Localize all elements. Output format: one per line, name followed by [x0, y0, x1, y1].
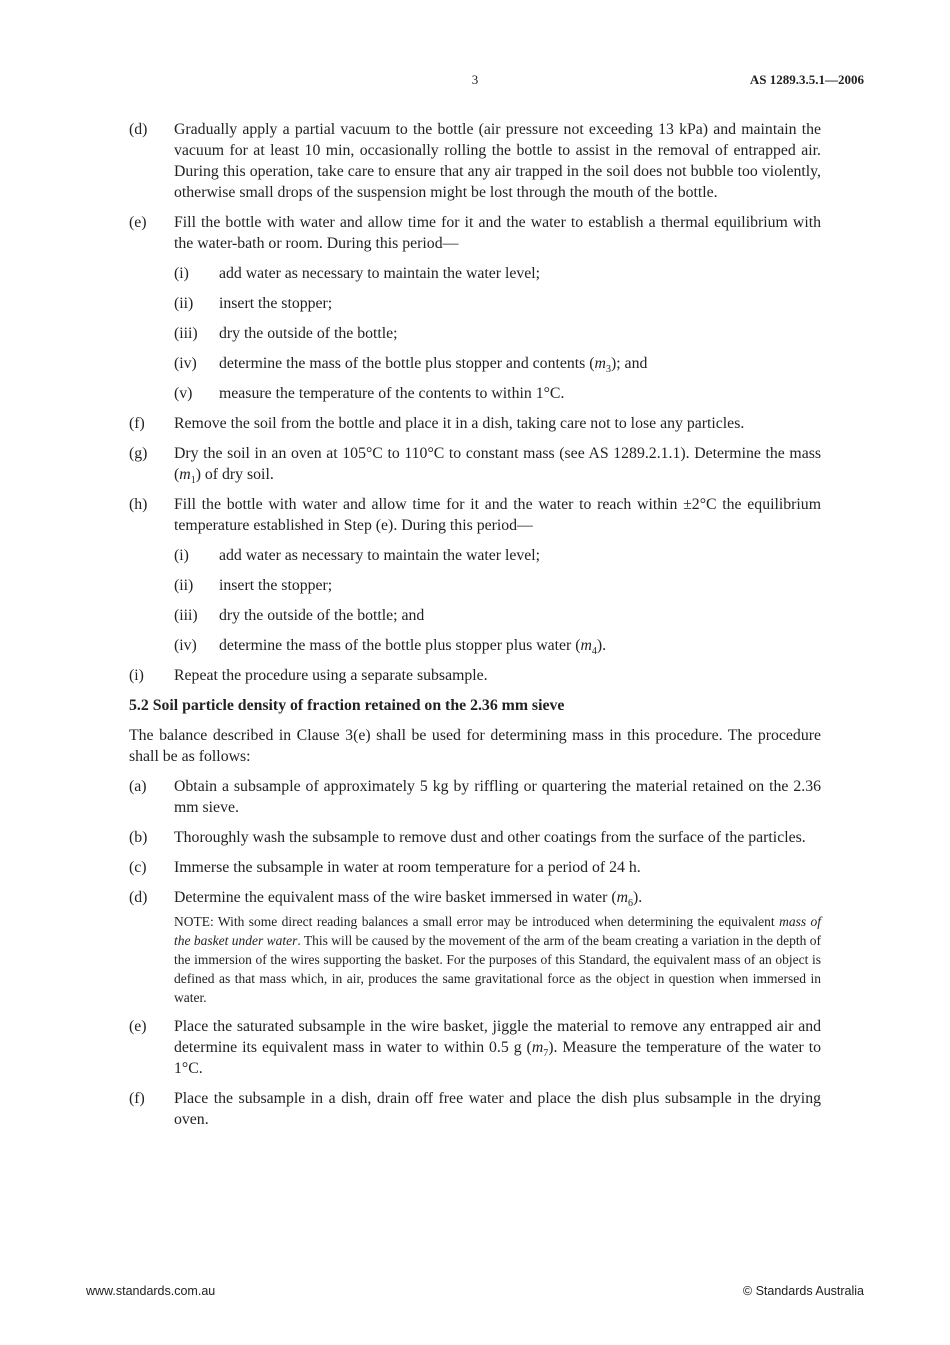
substep-label: (ii) — [174, 295, 194, 312]
substep-text: add water as necessary to maintain the water level; — [219, 547, 541, 564]
substep-label: (iii) — [174, 325, 198, 342]
substep-text: insert the stopper; — [219, 577, 333, 594]
step-label: (c) — [129, 859, 147, 876]
substep-label: (iv) — [174, 637, 197, 654]
step-e-basket — [129, 1016, 821, 1079]
step-i — [129, 665, 821, 686]
step-label: (e) — [129, 1018, 147, 1035]
section-intro: The balance described in Clause 3(e) shall be used for determining mass in this procedure. The procedure shall be as follows: — [129, 727, 821, 765]
document-id: AS 1289.3.5.1—2006 — [749, 72, 864, 87]
step-text: Place the saturated subsample in the wire basket, jiggle the material to remove any entrapped air and determine its equivalent mass in water to within 0.5 g $(m_7)$. Measure the temperature of the water to 1°C. — [174, 1018, 821, 1077]
substep — [174, 323, 821, 344]
copyright-notice: © Standards Australia — [742, 1284, 864, 1298]
step-f-oven — [129, 1088, 821, 1130]
step-d — [129, 119, 821, 203]
page-content — [129, 119, 821, 1139]
step-label: (f) — [129, 1090, 145, 1107]
substep — [174, 545, 821, 566]
step-label: (g) — [129, 445, 148, 462]
step-text: Dry the soil in an oven at 105°C to 110°C to constant mass (see AS 1289.2.1.1). Determine the mass $(m_1)$ of dry soil. — [174, 445, 821, 487]
step-label: (d) — [129, 889, 148, 906]
substep-text: insert the stopper; — [219, 295, 333, 312]
step-h — [129, 494, 821, 656]
step-label: (h) — [129, 496, 148, 513]
step-c — [129, 857, 821, 878]
substep-text: measure the temperature of the contents to within 1°C. — [219, 385, 565, 402]
substep — [174, 635, 821, 656]
substep-label: (i) — [174, 265, 189, 282]
step-f — [129, 413, 821, 434]
substep-text: determine the mass of the bottle plus stopper and contents $(m_3)$; and — [219, 355, 648, 376]
page-number: 3 — [471, 72, 479, 87]
step-label: (f) — [129, 415, 145, 432]
step-text: Immerse the subsample in water at room temperature for a period of 24 h. — [174, 859, 641, 876]
step-b — [129, 827, 821, 848]
variable: m — [179, 466, 191, 483]
section-heading: 5.2 Soil particle density of fraction retained on the 2.36 mm sieve — [129, 697, 565, 714]
substep-label: (v) — [174, 385, 193, 402]
substep-text: dry the outside of the bottle; and — [219, 607, 425, 624]
substep-text: determine the mass of the bottle plus stopper plus water $(m_4)$. — [219, 637, 607, 658]
step-label: (b) — [129, 829, 148, 846]
note-emphasis: mass of the basket under water — [174, 914, 821, 948]
substep-label: (iv) — [174, 355, 197, 372]
step-text: Fill the bottle with water and allow time for it and the water to reach within ±2°C the equilibrium temperature established in Step (e). During this period— — [174, 496, 821, 534]
step-d-basket — [129, 887, 821, 1007]
variable: m — [616, 889, 629, 906]
step-text: Place the subsample in a dish, drain off free water and place the dish plus subsample in the drying oven. — [174, 1090, 821, 1128]
substep — [174, 383, 821, 404]
step-label: (e) — [129, 214, 147, 231]
substep — [174, 293, 821, 314]
substep-text: dry the outside of the bottle; — [219, 325, 398, 342]
step-a — [129, 776, 821, 818]
substep-text: add water as necessary to maintain the water level; — [219, 265, 541, 282]
substep — [174, 263, 821, 284]
variable: m — [580, 637, 592, 654]
substep-label: (iii) — [174, 607, 198, 624]
step-text: Repeat the procedure using a separate subsample. — [174, 667, 488, 684]
step-text: Determine the equivalent mass of the wire basket immersed in water $(m_6)$. — [174, 889, 643, 910]
step-label: (a) — [129, 778, 147, 795]
variable: m — [531, 1039, 544, 1056]
step-g — [129, 443, 821, 485]
substep — [174, 353, 821, 374]
step-label: (d) — [129, 121, 148, 138]
substep-label: (i) — [174, 547, 189, 564]
step-text: Obtain a subsample of approximately 5 kg by riffling or quartering the material retained on the 2.36 mm sieve. — [174, 778, 821, 816]
step-text: Thoroughly wash the subsample to remove dust and other coatings from the surface of the particles. — [174, 829, 806, 846]
step-text: Remove the soil from the bottle and place it in a dish, taking care not to lose any particles. — [174, 415, 745, 432]
step-text: Gradually apply a partial vacuum to the bottle (air pressure not exceeding 13 kPa) and maintain the vacuum for at least 10 min, occasionally rolling the bottle to assist in the removal of entrapped air. During this operation, take care to ensure that any air trapped in the soil does not bubble too violently, otherwise small drops of the suspension might be lost through the mouth of the bottle. — [174, 121, 821, 201]
substep-label: (ii) — [174, 577, 194, 594]
variable: m — [594, 355, 606, 372]
substep — [174, 575, 821, 596]
step-label: (i) — [129, 667, 144, 684]
substep-list — [174, 545, 821, 656]
step-e — [129, 212, 821, 404]
substep — [174, 605, 821, 626]
substep-list — [174, 263, 821, 404]
step-text: Fill the bottle with water and allow time for it and the water to establish a thermal equilibrium with the water-bath or room. During this period— — [174, 214, 821, 252]
note: NOTE: With some direct reading balances a small error may be introduced when determining the equivalent mass of the basket under water. This will be caused by the movement of the arm of the beam creating a variation in the depth of the immersion of the wires supporting the basket. For the purposes of this Standard, the equivalent mass of an object is defined as that mass which, in air, produces the same gravitational force as the object in question when immersed in water. — [174, 914, 821, 1005]
website-link[interactable]: www.standards.com.au — [86, 1284, 216, 1298]
